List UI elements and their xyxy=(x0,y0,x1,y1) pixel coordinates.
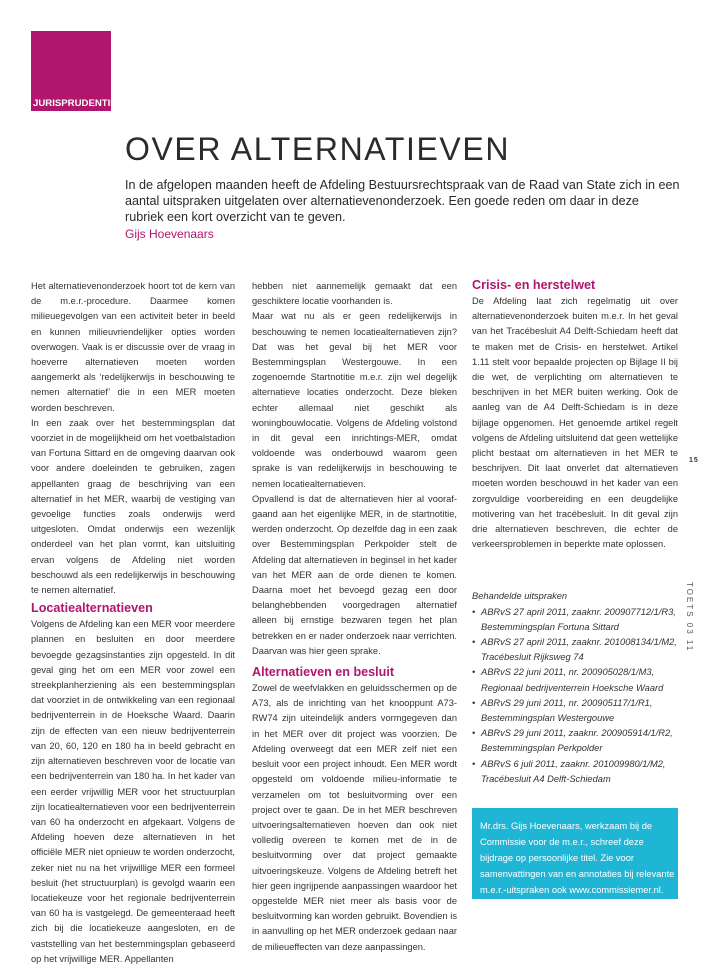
ruling-item: • ABRvS 27 april 2011, zaaknr. 201008134/1/M2, Tracébesluit Rijksweg 74 xyxy=(472,635,678,665)
ruling-item: • ABRvS 27 april 2011, zaaknr. 200907712/1/R3, Bestemmingsplan Fortuna Sittard xyxy=(472,605,678,635)
author-bio-box xyxy=(472,808,678,899)
section-tab-label: JURISPRUDENTIE xyxy=(33,98,117,109)
ruling-item: • ABRvS 6 juli 2011, zaaknr. 201009980/1/M2, Tracébesluit A4 Delft-Schiedam xyxy=(472,757,678,787)
paragraph: hebben niet aannemelijk gemaakt dat een geschiktere locatie voorhanden is. xyxy=(252,281,457,307)
ruling-item: • ABRvS 22 juni 2011, nr. 200905028/1/M3, Regionaal bedrijventerrein Hoeksche Waard xyxy=(472,665,678,695)
section-heading-alternatieven-en-besluit: Alternatieven en besluit xyxy=(252,665,395,680)
paragraph: Maar wat nu als er geen redelijkerwijs in beschouwing te nemen locatiealternatieven zijn? Dat was het geval bij het MER voor Bestemmingsplan Westergouwe. In een zogenoemde Startnotitie m.e.r. zijn wel degelijk alternatieve locaties onderzocht. Deze bleken echter allemaal niet geschikt als woningbouwlocatie. Volgens de Afdeling volstond in dit geval een inrichtings-MER, omdat voldoende was onderbouwd waarom geen sprake is van redelijkerwijs in beschouwing te nemen locatiealternatieven. xyxy=(252,311,457,489)
paragraph: Zowel de weefvlakken en geluidsschermen op de A73, als de inrichting van het knooppunt A73-RW74 zijn uiteindelijk anders vormgegeven dan in het MER over dit project was voorzien. De Afdeling overweegt dat een MER zelf niet een besluit voor een project inhoudt. Een MER wordt opgesteld om voldoende milieu-informatie te verzamelen om tot besluitvorming over een project over te gaan. De in het MER beschreven uitvoeringsalternatieven hoeven dan ook niet volledig overeen te komen met de in de besluitvorming over dat project gemaakte uitvoeringskeuze. Volgens de Afdeling betreft het hier geen ingrijpende aanpassingen waardoor het opgestelde MER niet meer als basis voor de besluitvorming kan worden gebruikt. Bovendien is in aanvulling op het MER onderzoek gedaan naar de milieueffecten van deze aanpassingen. xyxy=(252,683,457,952)
paragraph: De Afdeling laat zich regelmatig uit over alternatievenonderzoek buiten m.e.r. In het geval van het Tracébesluit A4 Delft-Schiedam heeft dat te maken met de Crisis- en herstelwet. Artikel 1.11 stelt voor bepaalde projecten op Bijlage II bij die wet, de verplichting om alternatieven te beschrijven in het MER buiten werking. Ook de aanleg van de A4 Delft-Schiedam is in deze bijlage opgenomen. Het genoemde artikel regelt volgens de Afdeling uitsluitend dat geen wettelijke plicht bestaat om alternatieven in het MER te beschrijven. Dit laat onverlet dat alternatieven moeten worden beschouwd in het kader van een zorgvuldige voorbereiding en een deugdelijke motivering van het tracébesluit. In dit geval zijn drie alternatieven beschreven, die echter de verkeersproblemen in beperkte mate oplossen. xyxy=(472,296,678,550)
ruling-item: • ABRvS 29 juni 2011, zaaknr. 200905914/1/R2, Bestemmingsplan Perkpolder xyxy=(472,726,678,756)
author-bio-text: Mr.drs. Gijs Hoevenaars, werkzaam bij de Commissie voor de m.e.r., schreef deze bijdrage op persoonlijke titel. Zie voor samenvattingen van en annotaties bij relevante m.e.r.-uitspraken ook www.commissiemer.nl. xyxy=(480,821,675,895)
magazine-issue-label: TOETS 03 11 xyxy=(685,582,694,653)
column-1 xyxy=(31,279,235,967)
column-2 xyxy=(252,279,457,955)
paragraph: In een zaak over het bestemmingsplan dat voorziet in de mogelijkheid om het voetbalstadion van Fortuna Sittard en de omgeving daarvan ook voor andere doeleinden te gebruiken, zagen appellanten graag de beschrijving van een alternatief in het MER, waarbij de vestiging van gevoelige functies zoals onderwijs werd uitgesloten. Omdat onderwijs een wezenlijk onderdeel van het plan vormt, kan uitsluiting ervan volgens de Afdeling niet worden beschouwd als een redelijkerwijs in beschouwing te nemen alternatief. xyxy=(31,417,235,596)
section-heading-locatiealternatieven: Locatiealternatieven xyxy=(31,601,153,616)
column-3 xyxy=(472,279,678,787)
paragraph: Opvallend is dat de alternatieven hier al vooraf-gaand aan het eigenlijke MER, in de startnotitie, werden onderzocht. Op dezelfde dag in een zaak over Bestemmingsplan Perkpolder stelt de Afdeling dat alternatieven in beginsel in het kader van het MER aan de orde dienen te komen. Daarna moet het bevoegd gezag een door belanghebbenden voorgedragen alternatief alleen bij ernstige bezwaren tegen het plan betrekken en er nader onderzoek naar verrichten. Daarvan was hier geen sprake. xyxy=(252,493,457,656)
article-intro: In de afgelopen maanden heeft de Afdeling Bestuursrechtspraak van de Raad van State zich in een aantal uitspraken uitgelaten over alternatievenonderzoek. Een goede reden om daar in deze rubriek een kort overzicht van te geven. xyxy=(125,178,680,224)
section-heading-crisis-en-herstelwet: Crisis- en herstelwet xyxy=(472,278,596,292)
page-number: 15 xyxy=(689,457,699,464)
ruling-item: • ABRvS 29 juni 2011, nr. 200905117/1/R1, Bestemmingsplan Westergouwe xyxy=(472,696,678,726)
article-author: Gijs Hoevenaars xyxy=(125,227,214,241)
rulings-list xyxy=(472,589,678,787)
article-title: OVER ALTERNATIEVEN xyxy=(125,131,511,167)
paragraph: Het alternatievenonderzoek hoort tot de kern van de m.e.r.-procedure. Daarmee komen milieuegevolgen van een activiteit beter in beeld en kunnen milieuvriendelijker opties worden overwogen. Vaak is er discussie over de vraag in hoeverre alternatieven moeten worden aangemerkt als ‘redelijkerwijs in beschouwing te nemen alternatief’ die in een MER moeten worden beschreven. xyxy=(31,281,235,413)
section-tab xyxy=(31,31,117,111)
rulings-title: Behandelde uitspraken xyxy=(472,591,568,602)
paragraph: Volgens de Afdeling kan een MER voor meerdere plannen en besluiten en door meerdere bevoegde gezagsinstanties zijn opgesteld. In dit geval ging het om een MER voor zowel een streekplanherziening als een bestemmingsplan dat voorziet in de ontwikkeling van een regionaal bedrijventerrein in de Hoeksche Waard. Daarin zijn de effecten van een nieuw bedrijventerrein van 20, 60, 120 en 180 ha in beeld gebracht en zijn alternatieven beschreven voor de locatie van een bedrijventerrein van 180 ha. In het kader van een eerder vrijwillig MER voor het structuurplan zijn locatiealternatieven voor een bedrijventerrein van 60 ha onderzocht en afgekaart. Volgens de Afdeling hoeven deze alternatieven in het officiële MER niet opnieuw te worden onderzocht, zeker niet nu na het vrijwillige MER een formeel besluit (het structuurplan) is gevolgd waarin een locatiekeuze voor het regionale bedrijventerrein van 60 ha is vastgelegd. De gemeenteraad heeft zich bij die locatiekeuze aangesloten, en de vaststelling van het bestemmingsplan gebaseerd op het vrijwillige MER. Appellanten xyxy=(31,619,235,964)
